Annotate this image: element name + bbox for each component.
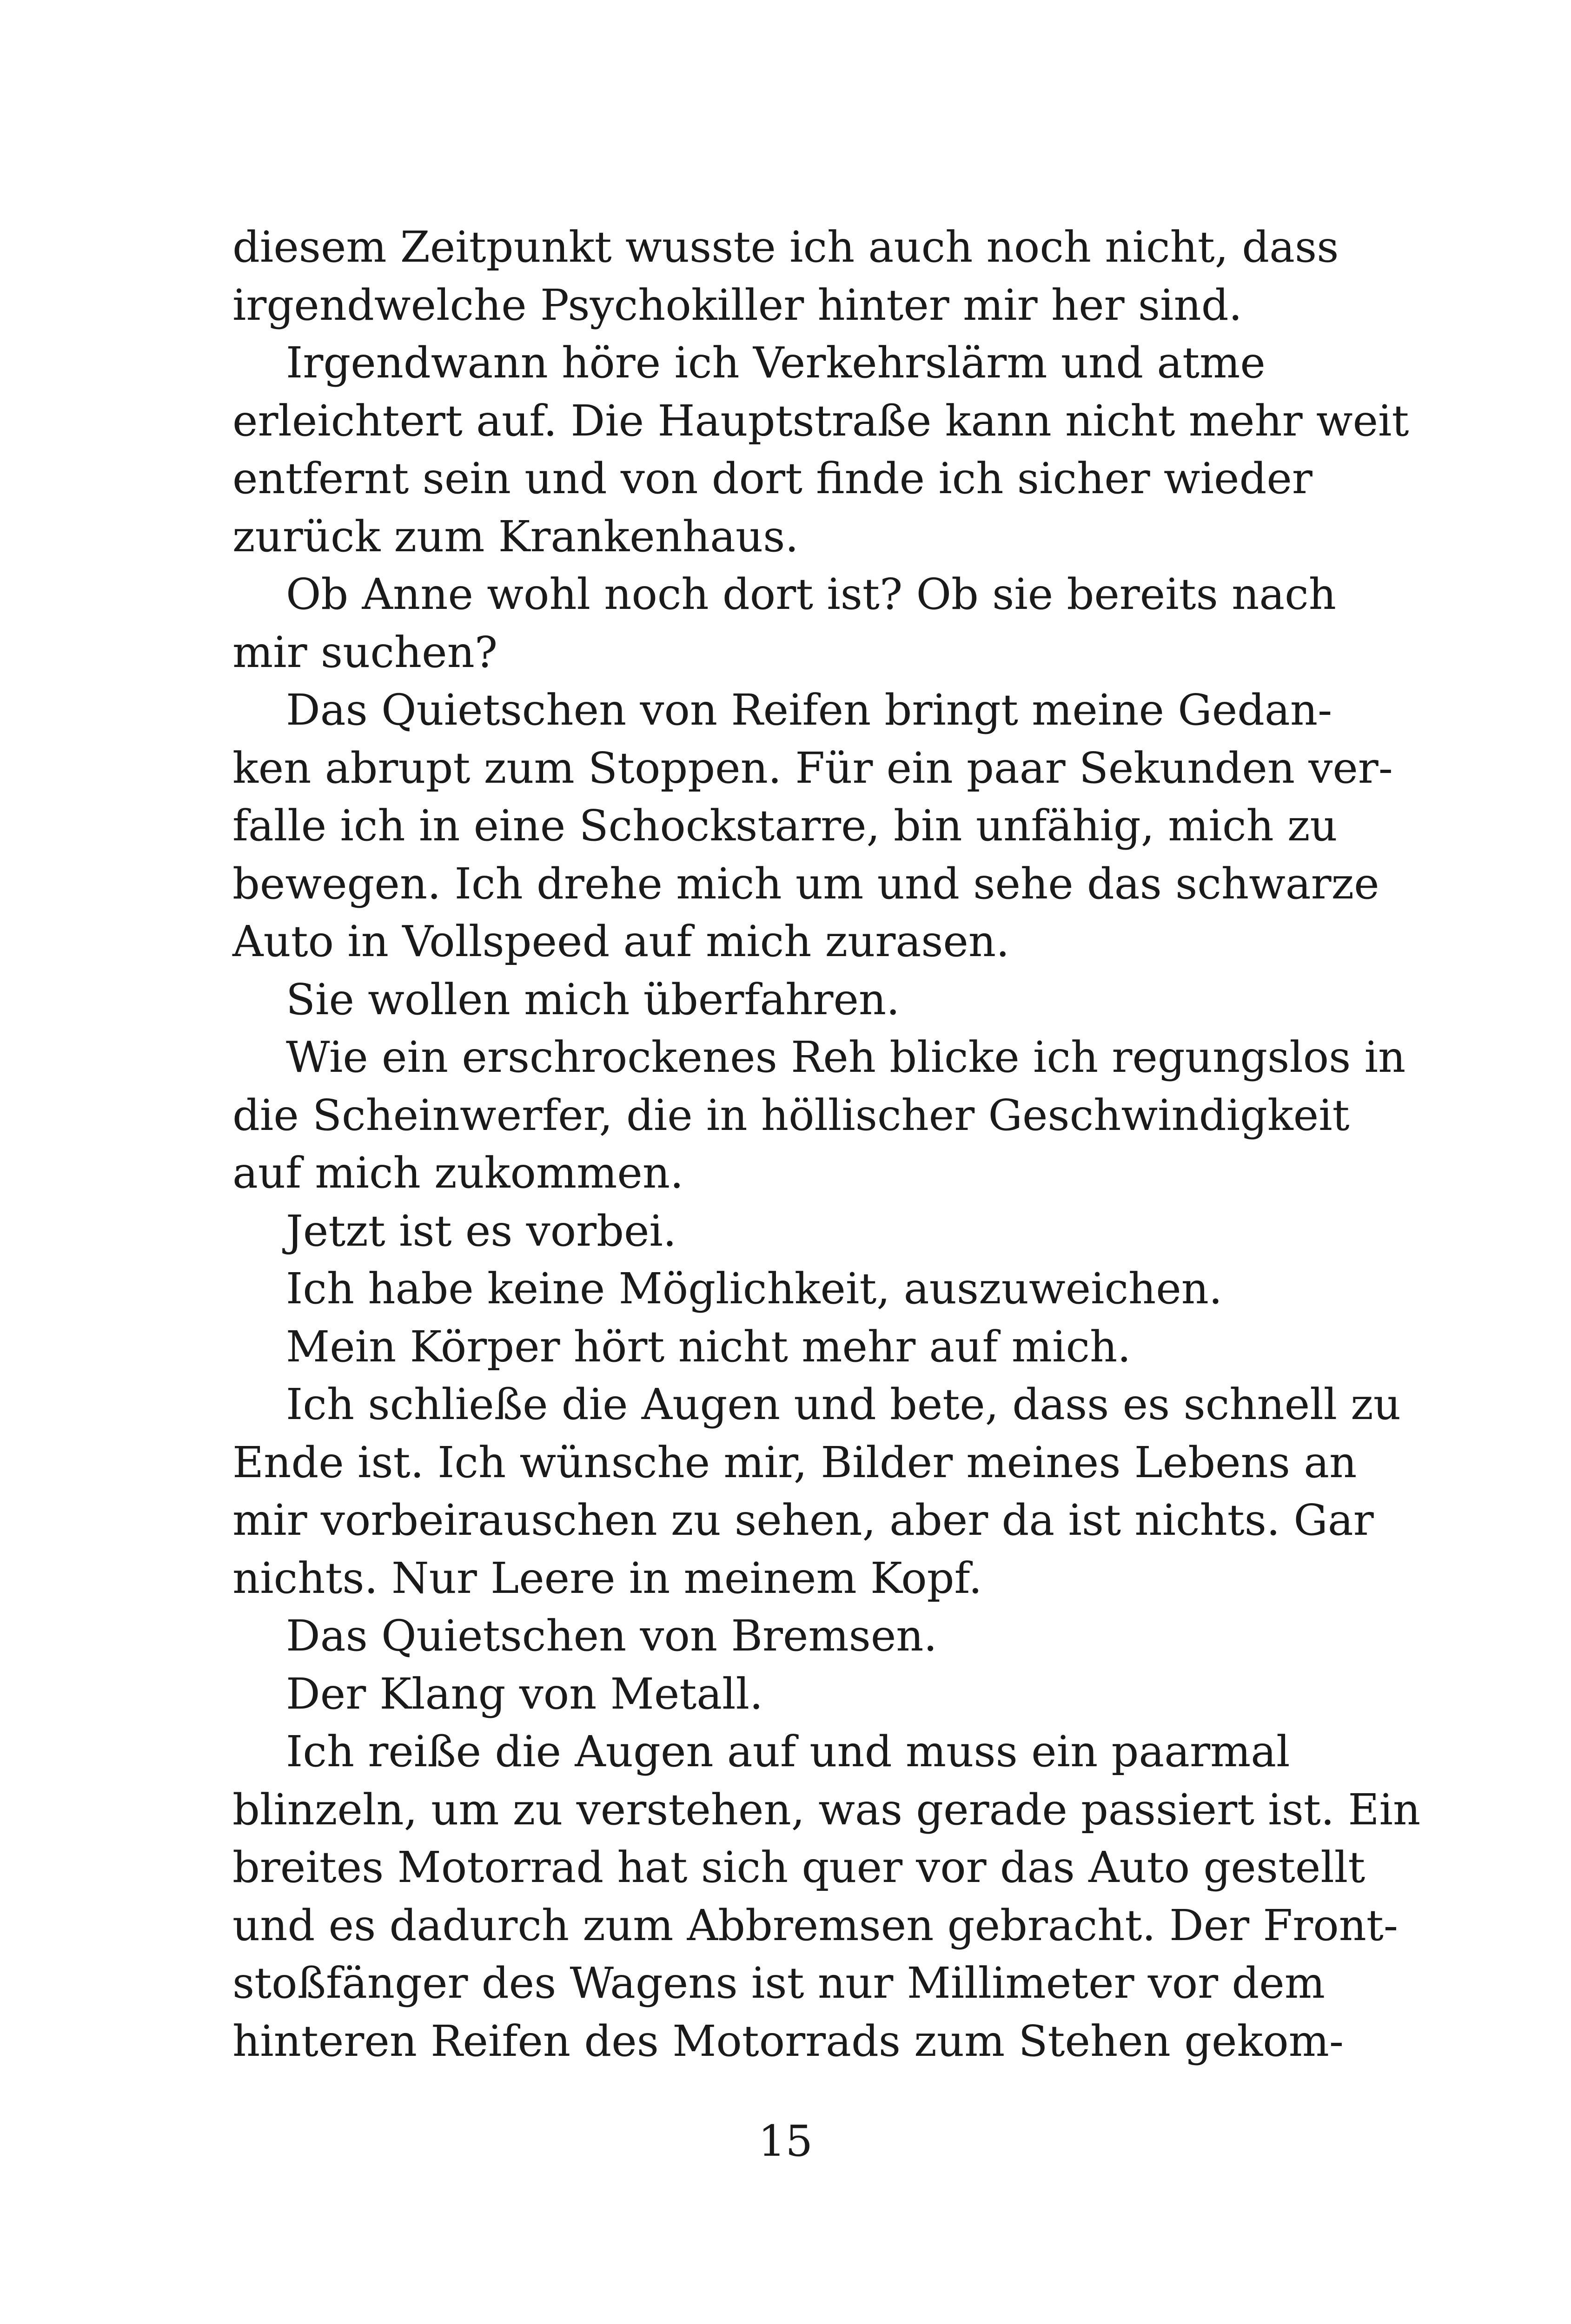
text-line: auf mich zukommen. (232, 1148, 684, 1198)
text-line: Ende ist. Ich wünsche mir, Bilder meines Lebens an (232, 1437, 1357, 1487)
text-line: mir vorbeirauschen zu sehen, aber da ist nichts. Gar (232, 1495, 1374, 1545)
text-line: falle ich in eine Schockstarre, bin unfähig, mich zu (232, 801, 1338, 851)
text-line: nichts. Nur Leere in meinem Kopf. (232, 1553, 982, 1603)
text-line: mir suchen? (232, 627, 498, 677)
text-line: hinteren Reifen des Motorrads zum Stehen gekom- (232, 2016, 1344, 2066)
text-line: Ich reiße die Augen auf und muss ein paarmal (286, 1727, 1290, 1776)
text-line: irgendwelche Psychokiller hinter mir her sind. (232, 280, 1242, 330)
body-text (232, 218, 1421, 2070)
text-line: blinzeln, um zu verstehen, was gerade passiert ist. Ein (232, 1784, 1421, 1835)
text-line: und es dadurch zum Abbremsen gebracht. Der Front- (232, 1900, 1398, 1950)
text-line: Auto in Vollspeed auf mich zurasen. (232, 917, 1010, 966)
text-line: Irgendwann höre ich Verkehrslärm und atme (286, 338, 1266, 388)
text-line: erleichtert auf. Die Hauptstraße kann nicht mehr weit (232, 396, 1409, 446)
text-line: ken abrupt zum Stoppen. Für ein paar Sekunden ver- (232, 743, 1393, 793)
text-line: Wie ein erschrockenes Reh blicke ich regungslos in (286, 1032, 1406, 1082)
text-line: diesem Zeitpunkt wusste ich auch noch nicht, dass (232, 222, 1339, 272)
text-line: entfernt sein und von dort finde ich sicher wieder (232, 454, 1312, 503)
text-line: Mein Körper hört nicht mehr auf mich. (286, 1321, 1131, 1372)
text-line: breites Motorrad hat sich quer vor das Auto gestellt (232, 1842, 1366, 1892)
text-line: Sie wollen mich überfahren. (286, 974, 900, 1024)
text-line: zurück zum Krankenhaus. (232, 511, 799, 561)
text-line: Das Quietschen von Reifen bringt meine Gedan- (286, 685, 1332, 735)
page-number: 15 (758, 2116, 813, 2166)
text-line: bewegen. Ich drehe mich um und sehe das schwarze (232, 858, 1379, 909)
text-line: die Scheinwerfer, die in höllischer Geschwindigkeit (232, 1090, 1350, 1140)
text-line: Ich schließe die Augen und bete, dass es schnell zu (286, 1380, 1401, 1429)
text-line: stoßfänger des Wagens ist nur Millimeter vor dem (232, 1958, 1325, 2008)
text-line: Das Quietschen von Bremsen. (286, 1611, 937, 1661)
text-line: Ich habe keine Möglichkeit, auszuweichen. (286, 1264, 1223, 1314)
text-line: Der Klang von Metall. (286, 1669, 763, 1719)
text-line: Ob Anne wohl noch dort ist? Ob sie bereits nach (286, 569, 1336, 619)
text-line: Jetzt ist es vorbei. (286, 1206, 677, 1256)
